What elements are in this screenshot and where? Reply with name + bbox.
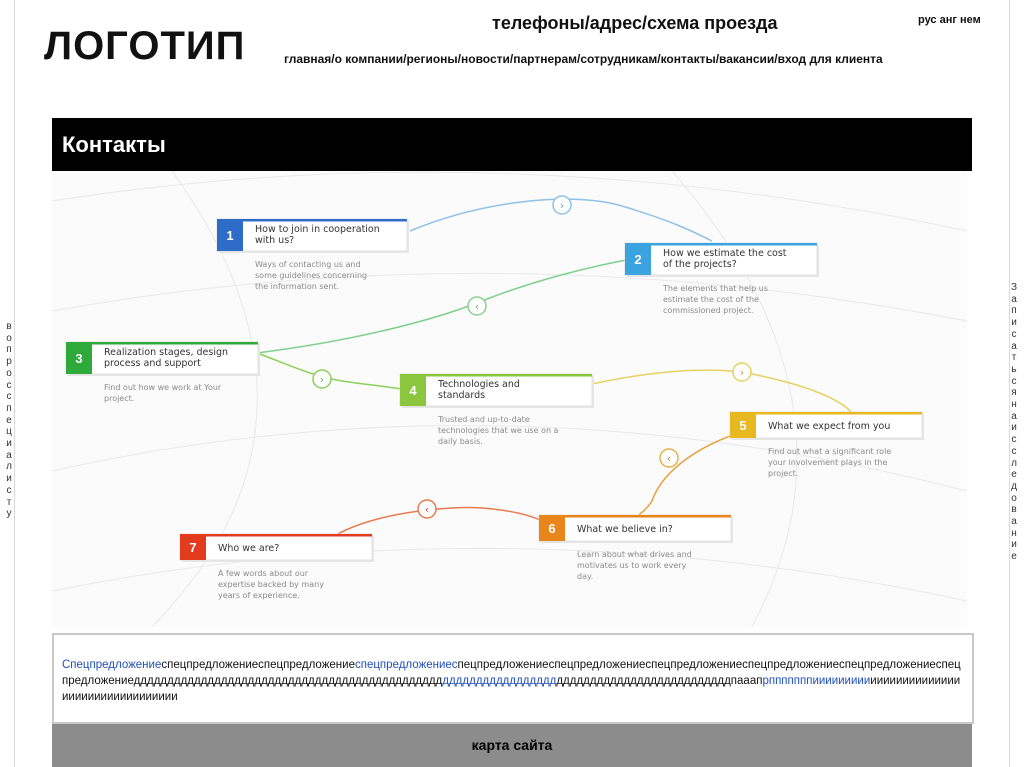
- process-diagram: [52, 171, 967, 627]
- book-research-char: с: [1011, 328, 1017, 340]
- step-description: project.: [104, 394, 135, 403]
- book-research-char: н: [1011, 399, 1017, 411]
- book-research-char: и: [1011, 539, 1017, 551]
- step-card-2[interactable]: [625, 243, 819, 315]
- step-title: How we estimate the cost: [663, 248, 787, 259]
- step-title: of the projects?: [663, 259, 737, 270]
- special-offer-box: [52, 633, 974, 724]
- ask-specialist-char: о: [6, 367, 12, 379]
- step-title: with us?: [255, 235, 295, 246]
- logo[interactable]: ЛОГОТИП: [44, 24, 246, 68]
- step-number: 5: [739, 418, 747, 433]
- step-description: daily basis.: [438, 437, 483, 446]
- step-number: 4: [409, 383, 417, 398]
- offer-segment: спецпредложениеспецпредложение: [161, 659, 355, 671]
- step-description: Trusted and up-to-date: [438, 415, 530, 424]
- ask-specialist-char: е: [6, 414, 12, 426]
- ask-specialist-char: а: [6, 449, 12, 461]
- ask-specialist-char: о: [6, 332, 12, 344]
- step-description: project.: [768, 469, 799, 478]
- step-title: Who we are?: [218, 543, 280, 554]
- offer-segment: пецпредложениеспецпредложениеспецпредложениеспецпредложениеспецпредложениеспецпредложение: [62, 659, 961, 687]
- ask-specialist-char: п: [6, 344, 12, 356]
- main-navigation[interactable]: главная/о компании/регионы/новости/партнерам/сотрудникам/контакты/вакансии/вход для клиента: [284, 52, 883, 66]
- step-description: years of experience.: [218, 591, 300, 600]
- step-description: Ways of contacting us and: [255, 260, 361, 269]
- book-research-char: п: [1011, 305, 1017, 317]
- book-research-char: а: [1011, 516, 1017, 528]
- book-research-char: и: [1011, 422, 1017, 434]
- step-title: Realization stages, design: [104, 347, 229, 358]
- ask-specialist-char: и: [6, 473, 12, 485]
- offer-segment[interactable]: Спецпредложение: [62, 659, 162, 671]
- svg-text:‹: ‹: [424, 503, 430, 516]
- step-description: Learn about what drives and: [577, 550, 692, 559]
- book-research-char: с: [1011, 375, 1017, 387]
- step-description: Find out how we work at Your: [104, 383, 222, 392]
- step-card-6[interactable]: [539, 515, 733, 581]
- offer-segment: ддддддддддддддддддддддддддпааап: [556, 675, 763, 687]
- step-number: 3: [75, 351, 83, 366]
- book-research-char: л: [1011, 457, 1017, 469]
- book-research-char: о: [1011, 492, 1017, 504]
- ask-specialist-char: ц: [6, 426, 12, 438]
- step-description: technologies that we use on a: [438, 426, 559, 435]
- step-title: What we expect from you: [768, 421, 891, 432]
- svg-text:›: ›: [739, 366, 745, 379]
- book-research-char: а: [1011, 293, 1017, 305]
- language-switcher[interactable]: рус анг нем: [918, 14, 981, 26]
- step-description: some guidelines concerning: [255, 271, 368, 280]
- book-research-char: в: [1011, 504, 1017, 516]
- book-research-char: е: [1011, 551, 1017, 563]
- contact-links[interactable]: телефоны/адрес/схема проезда: [492, 13, 778, 33]
- ask-specialist-char: с: [6, 484, 12, 496]
- step-number: 2: [634, 252, 642, 267]
- svg-text:‹: ‹: [666, 452, 672, 465]
- step-number: 1: [226, 228, 234, 243]
- ask-specialist-char: с: [6, 391, 12, 403]
- book-research-char: н: [1011, 527, 1017, 539]
- step-description: the information sent.: [255, 282, 340, 291]
- book-research-link[interactable]: [1009, 282, 1019, 563]
- connector-icon: [733, 363, 751, 381]
- step-description: estimate the cost of the: [663, 295, 759, 304]
- ask-specialist-char: т: [6, 496, 12, 508]
- page-title: Контакты: [62, 132, 166, 157]
- step-description: your involvement plays in the: [768, 458, 888, 467]
- step-title: process and support: [104, 358, 201, 369]
- step-description: commissioned project.: [663, 306, 754, 315]
- connector-icon: [468, 297, 486, 315]
- ask-specialist-link[interactable]: [4, 321, 14, 520]
- ask-specialist-char: с: [6, 379, 12, 391]
- book-research-char: З: [1010, 282, 1018, 293]
- ask-specialist-char: л: [6, 461, 12, 473]
- book-research-char: и: [1011, 317, 1017, 329]
- step-title: Technologies and: [438, 379, 520, 390]
- book-research-char: с: [1011, 445, 1017, 457]
- step-number: 6: [548, 521, 556, 536]
- step-description: motivates us to work every: [577, 561, 687, 570]
- step-card-4[interactable]: [400, 374, 594, 446]
- connector-icon: [553, 196, 571, 214]
- sitemap-bar[interactable]: [52, 724, 972, 767]
- offer-segment: дддддддддддддддддддддддддддддддддддддддддддддд: [133, 675, 443, 687]
- book-research-char: а: [1011, 340, 1017, 352]
- offer-segment: ииииииииииииииииииииииииииииииии: [62, 675, 961, 703]
- book-research-char: т: [1011, 352, 1017, 364]
- svg-text:‹: ‹: [474, 300, 480, 313]
- book-research-char: д: [1011, 480, 1017, 492]
- connector-icon: [418, 500, 436, 518]
- special-offer-text: [62, 657, 966, 705]
- ask-specialist-char: и: [6, 438, 12, 450]
- sitemap-link[interactable]: карта сайта: [471, 737, 553, 753]
- connector-icon: [660, 449, 678, 467]
- step-card-5[interactable]: [730, 412, 924, 478]
- step-description: Find out what a significant role: [768, 447, 892, 456]
- ask-specialist-char: п: [6, 402, 12, 414]
- offer-segment[interactable]: рпппппппиииииииии: [762, 675, 871, 687]
- step-title: What we believe in?: [577, 524, 673, 535]
- book-research-char: е: [1011, 469, 1017, 481]
- step-title: How to join in cooperation: [255, 224, 380, 235]
- offer-link-segment[interactable]: ддддддддддддддддд: [442, 675, 557, 687]
- book-research-char: а: [1011, 410, 1017, 422]
- step-description: The elements that help us: [663, 284, 768, 293]
- connector-icon: [313, 370, 331, 388]
- step-description: day.: [577, 572, 594, 581]
- step-description: expertise backed by many: [218, 580, 324, 589]
- step-card-7[interactable]: [180, 534, 374, 600]
- step-card-1[interactable]: [217, 219, 409, 291]
- book-research-char: с: [1011, 434, 1017, 446]
- contacts-header-bar: [52, 118, 972, 171]
- svg-text:›: ›: [559, 199, 565, 212]
- step-number: 7: [189, 540, 197, 555]
- book-research-char: я: [1011, 387, 1017, 399]
- step-title: standards: [438, 390, 486, 401]
- book-research-char: ь: [1011, 363, 1017, 375]
- process-diagram-svg: [52, 171, 967, 627]
- step-card-3[interactable]: [66, 342, 260, 403]
- ask-specialist-char: в: [6, 321, 12, 332]
- left-edge-line: [14, 0, 15, 767]
- svg-text:›: ›: [319, 373, 325, 386]
- ask-specialist-char: у: [6, 508, 12, 520]
- offer-segment[interactable]: спецпредложениес: [354, 659, 458, 671]
- ask-specialist-char: р: [6, 356, 12, 368]
- step-description: A few words about our: [218, 569, 309, 578]
